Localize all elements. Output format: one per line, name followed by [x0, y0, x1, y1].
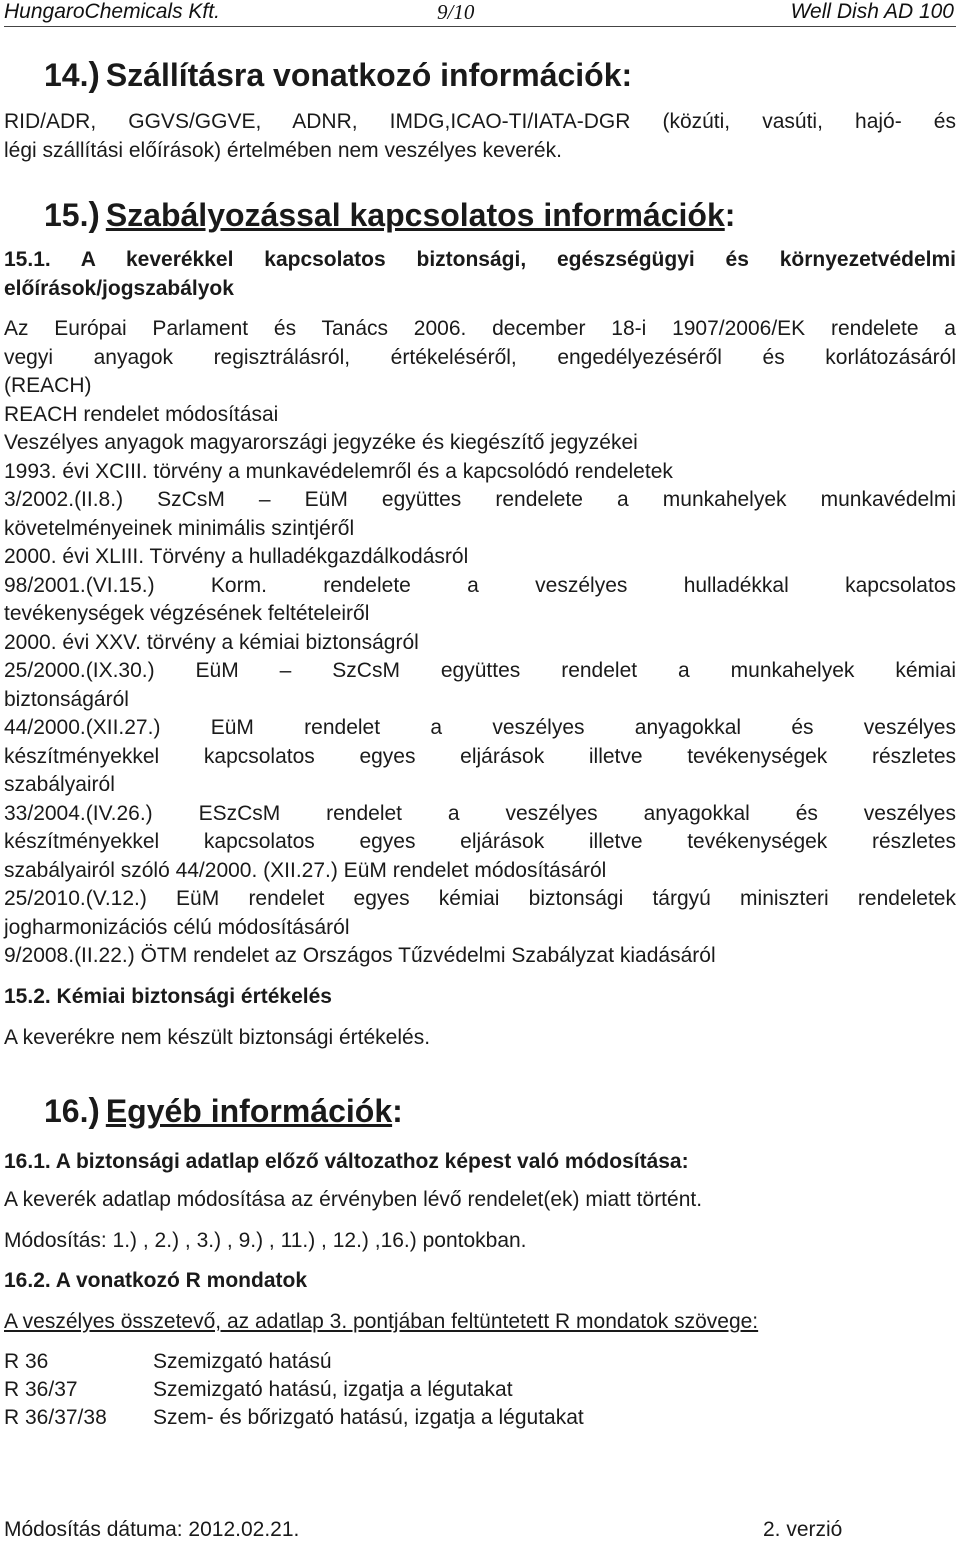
section-14-line: RID/ADR, GGVS/GGVE, ADNR, IMDG,ICAO-TI/IATA-DGR (közúti, vasúti, hajó- és — [4, 110, 956, 133]
section-15-colon: : — [724, 197, 736, 233]
section-16-number: 16. — [44, 1093, 89, 1129]
header-divider — [4, 26, 956, 27]
section-16-2-heading: 16.2. A vonatkozó R mondatok — [4, 1269, 307, 1292]
section-15-title-text: Szabályozással kapcsolatos információk — [105, 197, 725, 233]
regulation-line: (REACH) — [4, 374, 92, 397]
footer-revision-date: Módosítás dátuma: 2012.02.21. — [4, 1518, 300, 1541]
section-15-number: 15. — [44, 197, 89, 233]
regulation-line: vegyi anyagok regisztrálásról, értékeléséről, engedélyezéséről és korlátozásáról — [4, 345, 956, 369]
footer-version: 2. verzió — [763, 1518, 843, 1541]
regulation-line: 2000. évi XXV. törvény a kémiai biztonságról — [4, 630, 419, 654]
section-15-1-heading-line: 15.1. A keverékkel kapcsolatos biztonsági, egészségügyi és környezetvédelmi — [4, 248, 956, 271]
section-16-title-text: Egyéb információk — [105, 1093, 393, 1129]
r-phrase-code: R 36 — [4, 1350, 49, 1373]
regulation-line: 3/2002.(II.8.) SzCsM – EüM együttes rendelete a munkahelyek munkavédelmi — [4, 488, 956, 511]
section-14-colon: : — [621, 57, 633, 93]
regulation-line: 2000. évi XLIII. Törvény a hulladékgazdálkodásról — [4, 545, 469, 568]
section-16-1-text: A keverék adatlap módosítása az érvényben lévő rendelet(ek) miatt történt. — [4, 1188, 703, 1211]
section-14-title-text: Szállításra vonatkozó információk — [105, 57, 622, 93]
section-14-body — [4, 108, 956, 165]
section-16-title — [44, 1092, 403, 1131]
regulation-line: 25/2010.(V.12.) EüM rendelet egyes kémiai biztonsági tárgyú miniszteri rendeletek — [4, 887, 956, 910]
regulation-line: 25/2000.(IX.30.) EüM – SzCsM együttes rendelet a munkahelyek kémiai — [4, 659, 956, 682]
regulation-line: szabályairól szóló 44/2000. (XII.27.) EüM rendelet módosításáról — [4, 858, 607, 882]
regulation-line: követelményeinek minimális szintjéről — [4, 516, 355, 540]
regulation-line: Veszélyes anyagok magyarországi jegyzéke és kiegészítő jegyzékei — [4, 431, 638, 454]
regulation-line: 44/2000.(XII.27.) EüM rendelet a veszélyes anyagokkal és veszélyes — [4, 716, 956, 739]
regulation-line: 1993. évi XCIII. törvény a munkavédelemről és a kapcsolódó rendeletek — [4, 459, 673, 483]
regulation-line: készítményekkel kapcsolatos egyes eljárások illetve tevékenységek részletes — [4, 830, 956, 853]
section-14-title — [44, 56, 632, 95]
r-phrase-code: R 36/37/38 — [4, 1406, 107, 1429]
section-14-paren: ) — [88, 56, 100, 94]
regulation-line: 9/2008.(II.22.) ÖTM rendelet az Országos Tűzvédelmi Szabályzat kiadásáról — [4, 944, 716, 967]
section-15-1-heading — [4, 246, 956, 303]
section-15-paren: ) — [88, 196, 100, 234]
r-phrase-text: Szem- és bőrizgató hatású, izgatja a légutakat — [153, 1406, 584, 1429]
section-16-paren: ) — [88, 1092, 100, 1130]
regulation-line: biztonságáról — [4, 687, 129, 711]
regulation-line: Az Európai Parlament és Tanács 2006. december 18-i 1907/2006/EK rendelete a — [4, 317, 956, 340]
section-16-1-points: Módosítás: 1.) , 2.) , 3.) , 9.) , 11.) , 12.) ,16.) pontokban. — [4, 1229, 527, 1252]
regulation-line: 33/2004.(IV.26.) ESzCsM rendelet a veszélyes anyagokkal és veszélyes — [4, 801, 956, 825]
r-phrase-code: R 36/37 — [4, 1378, 78, 1401]
section-15-1-body — [4, 315, 956, 971]
regulation-line: REACH rendelet módosításai — [4, 402, 279, 426]
header-company: HungaroChemicals Kft. — [4, 0, 220, 23]
header-page-number: 9/10 — [437, 0, 475, 24]
regulation-line: jogharmonizációs célú módosításáról — [4, 915, 350, 939]
r-phrase-text: Szemizgató hatású, izgatja a légutakat — [153, 1378, 513, 1401]
section-15-title — [44, 196, 735, 235]
section-14-line: légi szállítási előírások) értelmében nem veszélyes keverék. — [4, 138, 562, 162]
regulation-line: szabályairól — [4, 773, 115, 796]
section-16-1-heading: 16.1. A biztonsági adatlap előző változathoz képest való módosítása: — [4, 1150, 689, 1173]
r-phrase-text: Szemizgató hatású — [153, 1350, 332, 1373]
regulation-line: 98/2001.(VI.15.) Korm. rendelete a veszélyes hulladékkal kapcsolatos — [4, 573, 956, 597]
regulation-line: készítményekkel kapcsolatos egyes eljárások illetve tevékenységek részletes — [4, 744, 956, 768]
regulation-line: tevékenységek végzésének feltételeiről — [4, 602, 370, 625]
section-16-colon: : — [392, 1093, 403, 1129]
section-15-2-text: A keverékre nem készült biztonsági értékelés. — [4, 1026, 431, 1049]
section-15-1-heading-line: előírások/jogszabályok — [4, 276, 234, 300]
section-14-number: 14. — [44, 57, 89, 93]
section-16-2-intro: A veszélyes összetevő, az adatlap 3. pontjában feltüntetett R mondatok szövege: — [4, 1310, 759, 1333]
header-product: Well Dish AD 100 — [790, 0, 954, 23]
section-15-2-heading: 15.2. Kémiai biztonsági értékelés — [4, 985, 332, 1008]
